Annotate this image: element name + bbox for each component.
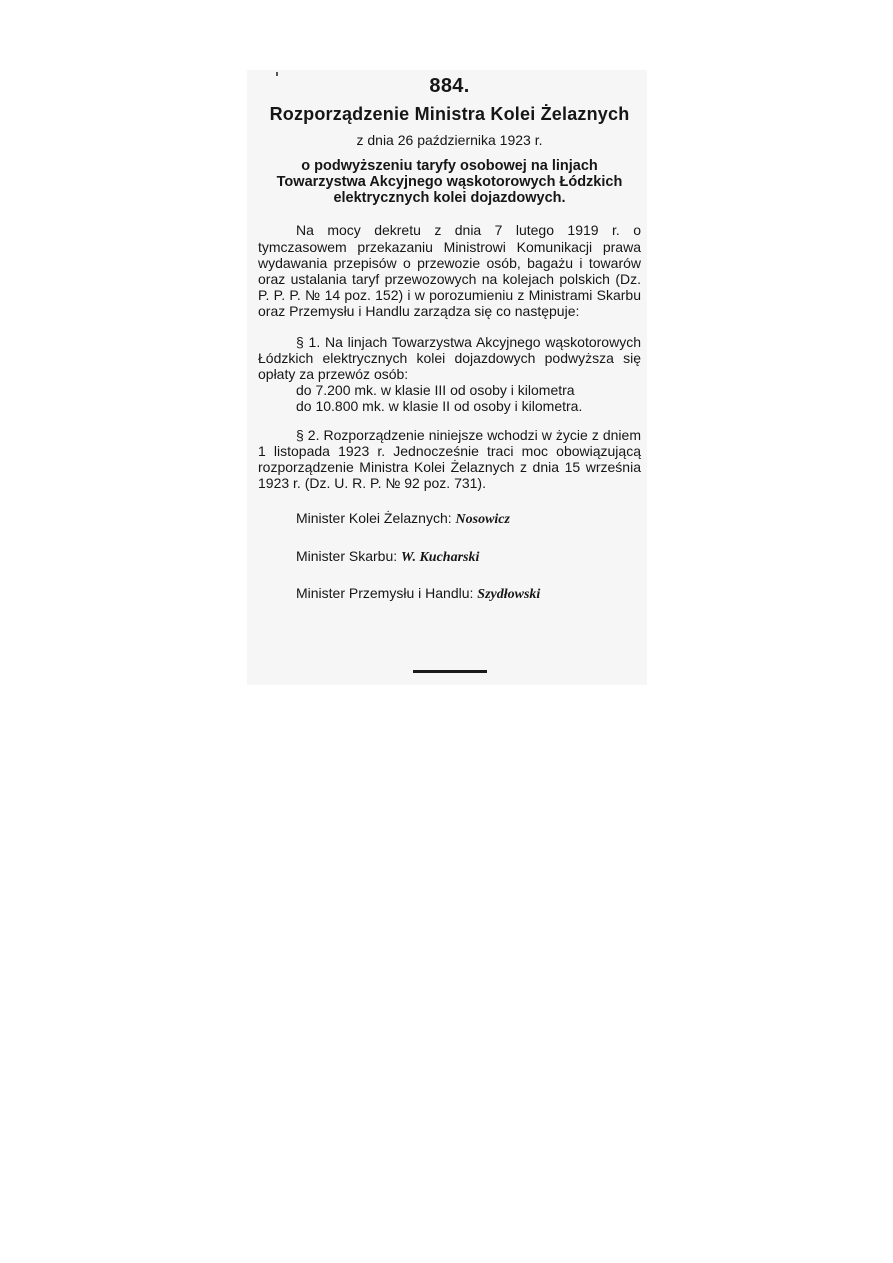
document-title: Rozporządzenie Ministra Kolei Żelaznych bbox=[269, 104, 630, 124]
signature-line bbox=[258, 585, 641, 603]
document-date: z dnia 26 października 1923 r. bbox=[356, 132, 543, 149]
document-subject: o podwyższeniu taryfy osobowej na linjach Towarzystwa Akcyjnego wąskotorowych Łódzkich elektrycznych kolei dojazdowych. bbox=[276, 158, 623, 207]
signature-name: Nosowicz bbox=[455, 512, 510, 528]
closing-rule bbox=[413, 670, 487, 673]
section-2-paragraph: § 2. Rozporządzenie niniejsze wchodzi w życie z dniem 1 listopada 1923 r. Jednocześnie traci moc obowiązującą rozporządzenie Ministra Kolei Żelaznych z dnia 15 września 1923 r. (Dz. U. R. P. № 92 poz. 731). bbox=[258, 426, 641, 492]
signature-line bbox=[258, 548, 641, 566]
signature-line bbox=[258, 510, 641, 528]
legal-document bbox=[258, 74, 641, 603]
signature-name: Szydłowski bbox=[477, 586, 541, 602]
signature-role: Minister Kolei Żelaznych: bbox=[296, 510, 452, 527]
rate-class-2: do 10.800 mk. w klasie II od osoby i kilometra. bbox=[296, 398, 583, 415]
rate-class-3: do 7.200 mk. w klasie III od osoby i kilometra bbox=[296, 382, 575, 399]
signature-role: Minister Przemysłu i Handlu: bbox=[296, 584, 474, 601]
section-1-paragraph: § 1. Na linjach Towarzystwa Akcyjnego wąskotorowych Łódzkich elektrycznych kolei dojazdowych podwyższa się opłaty za przewóz osób: bbox=[258, 333, 641, 383]
preamble-paragraph: Na mocy dekretu z dnia 7 lutego 1919 r. o tymczasowem przekazaniu Ministrowi Komunikacji prawa wydawania przepisów o przewozie osób, bagażu i towarów oraz ustalania taryf przewozowych na kolejach polskich (Dz. P. P. P. № 14 poz. 152) i w porozumieniu z Ministrami Skarbu oraz Przemysłu i Handlu zarządza się co następuje: bbox=[258, 222, 641, 320]
signature-name: W. Kucharski bbox=[401, 549, 480, 565]
signature-role: Minister Skarbu: bbox=[296, 547, 398, 564]
document-number: 884. bbox=[429, 75, 470, 97]
